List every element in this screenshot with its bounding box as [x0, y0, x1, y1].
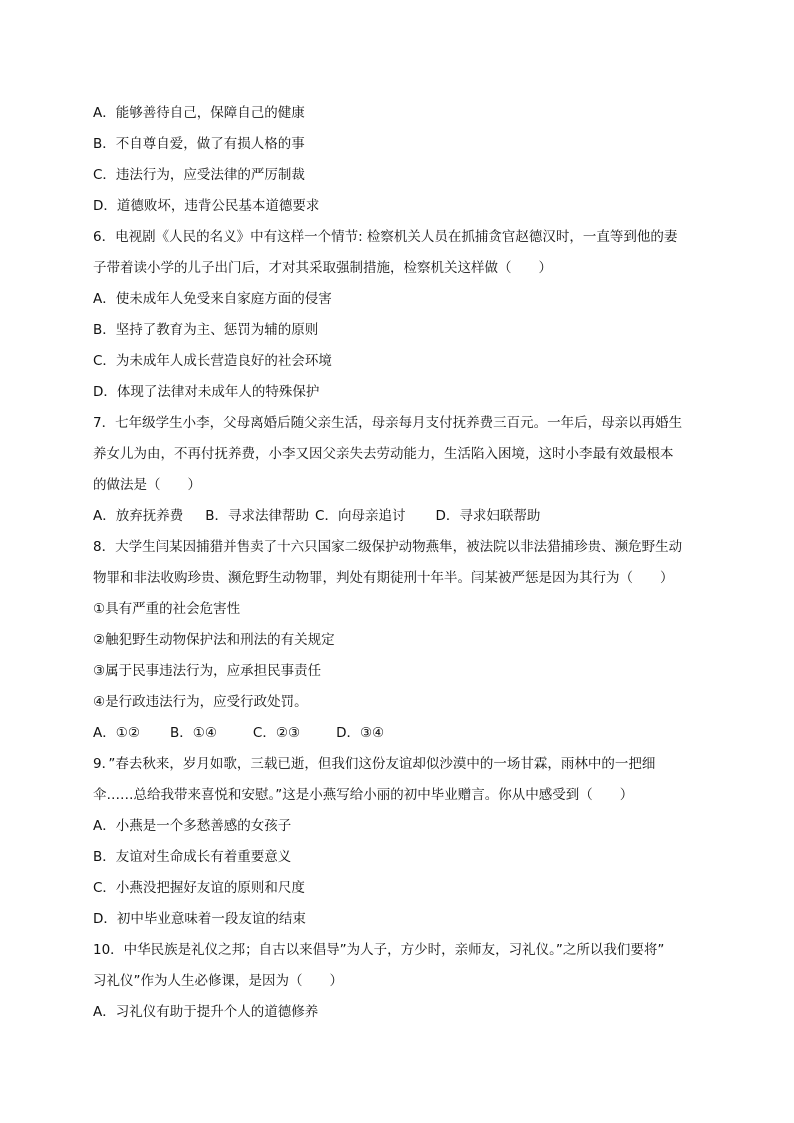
q8-stem-line2: 物罪和非法收购珍贵、濒危野生动物罪，判处有期徒刑十年半。闫某被严惩是因为其行为（ ）: [93, 570, 674, 586]
q8-option-c: C．②③: [252, 725, 301, 741]
q8-options-row: [93, 718, 713, 749]
q8-stem-line1: 8．大学生闫某因捕猎并售卖了十六只国家二级保护动物燕隼，被法院以非法猎捕珍贵、濒危野生动: [93, 539, 683, 555]
q9-option-c: C．小燕没把握好友谊的原则和尺度: [93, 880, 305, 896]
q10-stem-line1: 10．中华民族是礼仪之邦；自古以来倡导”为人子，方少时，亲师友，习礼仪。”之所以我们要将”: [93, 942, 665, 958]
q8-item-4: ④是行政违法行为，应受行政处罚。: [93, 694, 308, 710]
q7-stem-line3: 的做法是（ ）: [93, 477, 201, 493]
q8-item-2: ②触犯野生动物保护法和刑法的有关规定: [93, 632, 335, 648]
q9-stem-line1: 9．”春去秋来，岁月如歌，三载已逝，但我们这份友谊却似沙漠中的一场甘霖，雨林中的一把细: [93, 756, 656, 772]
q8-item-3: ③属于民事违法行为，应承担民事责任: [93, 663, 322, 679]
q7-stem-line2: 养女儿为由，不再付抚养费，小李又因父亲失去劳动能力，生活陷入困境，这时小李最有效最根本: [93, 446, 674, 462]
q7-options-row: [93, 501, 713, 532]
q6-option-c: C．为未成年人成长营造良好的社会环境: [93, 353, 332, 369]
q7-option-b: B．寻求法律帮助: [205, 508, 310, 524]
q7-option-a: A．放弃抚养费: [93, 508, 184, 524]
q9-stem-line2: 伞……总给我带来喜悦和安慰。”这是小燕写给小丽的初中毕业赠言。你从中感受到（ ）: [93, 787, 634, 803]
q8-option-a: A．①②: [93, 725, 140, 741]
q9-option-a: A．小燕是一个多愁善感的女孩子: [93, 818, 292, 834]
q6-option-d: D．体现了法律对未成年人的特殊保护: [93, 384, 320, 400]
q10-stem-line2: 习礼仪”作为人生必修课，是因为（ ）: [93, 973, 343, 989]
q9-option-d: D．初中毕业意味着一段友谊的结束: [93, 911, 306, 927]
q8-item-1: ①具有严重的社会危害性: [93, 601, 241, 617]
exam-page: [93, 98, 713, 1028]
q6-option-b: B．坚持了教育为主、惩罚为辅的原则: [93, 322, 319, 338]
q5-option-d: D．道德败坏，违背公民基本道德要求: [93, 198, 320, 214]
q5-option-a: A．能够善待自己，保障自己的健康: [93, 105, 305, 121]
q10-option-a: A．习礼仪有助于提升个人的道德修养: [93, 1004, 319, 1020]
q9-option-b: B．友谊对生命成长有着重要意义: [93, 849, 292, 865]
q7-option-d: D．寻求妇联帮助: [435, 508, 541, 524]
q5-option-c: C．违法行为，应受法律的严厉制裁: [93, 167, 305, 183]
q7-option-c: C．向母亲追讨: [315, 508, 406, 524]
q6-stem-line1: 6．电视剧《人民的名义》中有这样一个情节: 检察机关人员在抓捕贪官赵德汉时，一直等到他的妻: [93, 229, 678, 245]
q6-option-a: A．使未成年人免受来自家庭方面的侵害: [93, 291, 332, 307]
q6-stem-line2: 子带着读小学的儿子出门后，才对其采取强制措施，检察机关这样做（ ）: [93, 260, 552, 276]
q8-option-b: B．①④: [169, 725, 217, 741]
q7-stem-line1: 7．七年级学生小李，父母离婚后随父亲生活，母亲每月支付抚养费三百元。一年后，母亲以再婚生: [93, 415, 683, 431]
q5-option-b: B．不自尊自爱，做了有损人格的事: [93, 136, 305, 152]
q8-option-d: D．③④: [336, 725, 385, 741]
